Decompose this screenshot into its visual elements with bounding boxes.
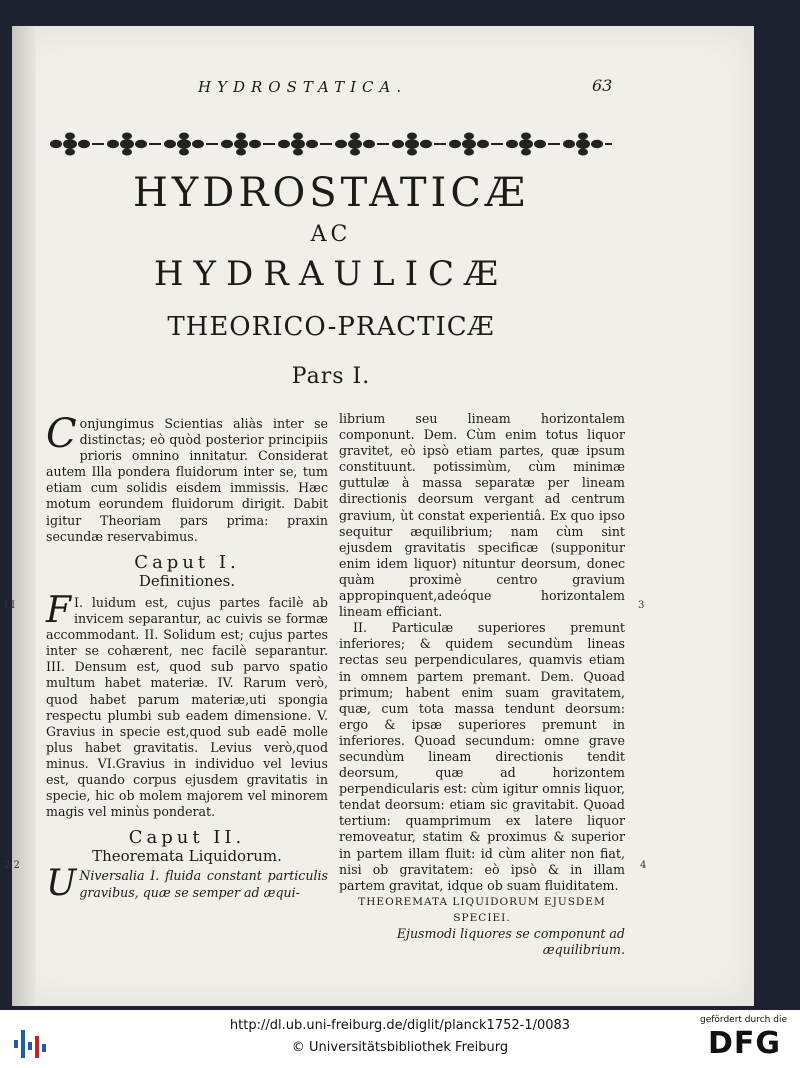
page-number: 63 <box>592 76 613 95</box>
dfg-logo: DFG <box>708 1026 782 1061</box>
ornament-motif <box>107 133 161 156</box>
ornament-motif <box>392 133 446 156</box>
ornament-motif <box>221 133 275 156</box>
title-pars: Pars I. <box>291 364 371 389</box>
permalink-url[interactable]: http://dl.ub.uni-freiburg.de/diglit/planck1752-1/0083 <box>229 1018 571 1033</box>
caput-2-subheading: Theoremata Liquidorum. <box>92 847 282 866</box>
dfg-funding-note: gefördert durch die <box>700 1015 787 1025</box>
definition-number: I. <box>73 594 83 610</box>
margin-note-left-top: I I <box>4 600 16 611</box>
right-paragraph-2: II. Particulæ superiores premunt inferiores; & quidem secundùm lineas rectas seu perpendiculares, quamvis etiam in omnem partem premant. Dem. Quoad primum; habent enim suam gravitatem, quæ, cum tota massa tendunt deorsum: ergo & ipsæ superiores premunt in inferiores. Quoad secundum: omne grave secundùm lineam directionis tendit deorsum, quæ ad horizontem perpendicularis est: cùm igitur omnis liquor, tendat deorsum: etiam sic gravitabit. Quoad tertium: quamprimum ex latere liquor removeatur, statim & proximus & superior in partem illam fluit: id cùm aliter non fiat, nisi ob gravitatem: eò ipsò & in illam partem gravitat, idque ob suam fluiditatem. <box>339 620 625 893</box>
caput-1-subheading: Definitiones. <box>138 571 236 590</box>
drop-cap-u: U <box>46 863 77 905</box>
right-paragraph-1: librium seu lineam horizontalem componunt. Dem. Cùm enim totus liquor gravitet, eò ipsò etiam partes, quæ ipsum constituunt. potissimùm, cùm minimæ guttulæ à massa separatæ per lineam directionis deorsum vergant ad centrum gravium, ùt constat experientiâ. Ex quo ipso sequitur æquilibrium; nam cùm sint ejusdem gravitatis specificæ (supponitur enim idem liquor) nituntur deorsum, donec quàm proximè centro gravium appropinquent,adeóque horizontalem lineam efficiant. <box>339 411 625 620</box>
margin-note-left-bottom: 2 2 <box>4 860 20 871</box>
ornament-band <box>42 126 612 162</box>
ornament-motif <box>278 133 332 156</box>
ornament-motif <box>335 133 389 156</box>
running-head: HYDROSTATICA. <box>198 78 408 96</box>
title-line-3: HYDRAULICÆ <box>153 254 509 294</box>
definitions-paragraph <box>46 589 328 820</box>
ornament-motif <box>506 133 560 156</box>
right-subheading: THEOREMATA LIQUIDORUM EJUSDEM SPECIEI. <box>358 895 606 924</box>
ornament-motif <box>449 133 503 156</box>
ornament-motif <box>164 133 218 156</box>
page-gutter <box>12 26 36 1006</box>
drop-cap-c: C <box>46 411 77 457</box>
intro-paragraph <box>46 411 328 545</box>
ornament-motif <box>50 133 104 156</box>
title-line-4: THEORICO-PRACTICÆ <box>167 312 495 342</box>
margin-note-right-top: 3 <box>638 600 645 611</box>
caput-2-heading: Caput II. <box>128 827 246 849</box>
drop-cap-f: F <box>46 589 71 631</box>
theorem-paragraph <box>46 863 328 905</box>
caput-1-heading: Caput I. <box>134 551 240 573</box>
right-column <box>339 411 625 958</box>
left-column <box>46 411 328 905</box>
margin-note-right-bottom: 4 <box>640 860 647 871</box>
copyright-notice: © Universitätsbibliothek Freiburg <box>291 1040 509 1055</box>
ornament-motif <box>563 133 612 156</box>
definitions-text: luidum est, cujus partes facilè ab invicem separantur, ac cuivis se formæ accommodant. II. Solidum est; cujus partes inter se cohærent, nec facilè separantur. III. Densum est, quod sub parvo spatio multum habet materiæ. IV. Rarum verò, quod habet parum materiæ,uti spongia respectu plumbi sub eadem dimensione. V. Gravius in specie est,quod sub eadē molle plus habet gravitatis. Levius verò,quod minus. VI.Gravius in individuo vel levius est, quando corpus ejusdem gravitatis in specie, hic ob molem majorem vel minorem magis vel minùs ponderat. <box>46 594 328 820</box>
intro-text: onjungimus Scientias aliàs inter se distinctas; eò quòd posterior principiis prioris omnino innitatur. Considerat autem Illa pondera fluidorum inter se, tum etiam cum solidis eisdem immissis. Hæc motum eorundem fluidorum dirigit. Dabit igitur Theoriam pars prima: praxin secundæ reservabimus. <box>46 416 328 544</box>
title-line-1: HYDROSTATICÆ <box>133 170 529 216</box>
theorem-text: Niversalia I. fluida constant particulis gravibus, quæ se semper ad æqui- <box>79 868 328 900</box>
right-paragraph-3: Ejusmodi liquores se componunt ad æquilibrium. <box>396 926 625 958</box>
title-line-2: AC <box>310 222 352 247</box>
